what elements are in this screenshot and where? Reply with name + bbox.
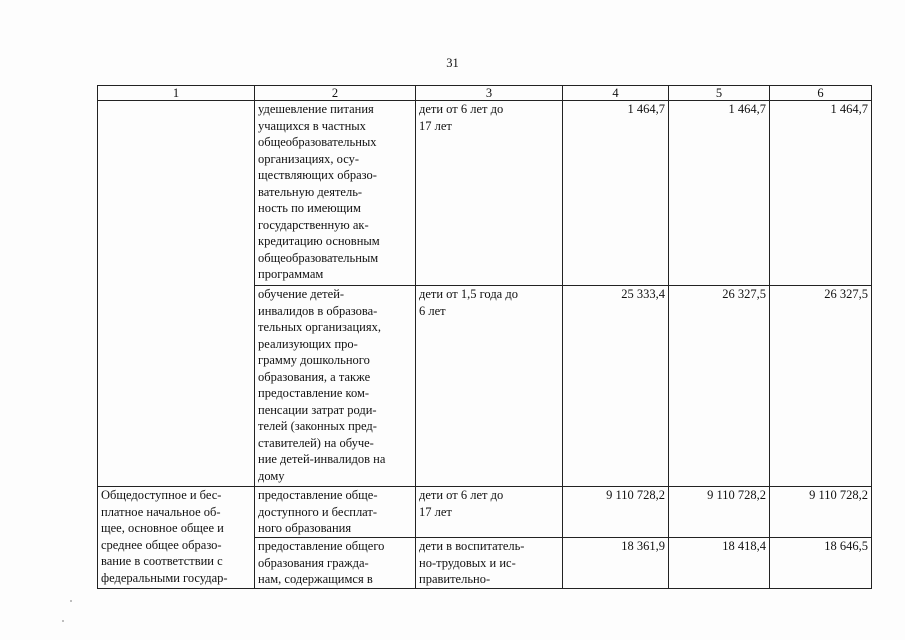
measure-description: предоставление обще- доступного и бесплат- ного образования: [255, 487, 416, 538]
column-number-row: [98, 86, 872, 101]
recipient-category: дети от 6 лет до 17 лет: [416, 487, 563, 538]
amount-col4: 18 361,9: [563, 538, 669, 589]
column-header-4: 4: [563, 86, 669, 101]
measure-description: предоставление общего образования гражда- нам, содержащимся в: [255, 538, 416, 589]
recipient-category: дети от 6 лет до 17 лет: [416, 101, 563, 286]
scan-speck: [70, 600, 72, 602]
column-header-5: 5: [669, 86, 770, 101]
recipient-category: дети в воспитатель- но-трудовых и ис- правительно-: [416, 538, 563, 589]
amount-col5: 18 418,4: [669, 538, 770, 589]
amount-col6: 1 464,7: [770, 101, 872, 286]
amount-col6: 9 110 728,2: [770, 487, 872, 538]
table-row: [98, 101, 872, 286]
amount-col4: 1 464,7: [563, 101, 669, 286]
budget-table: [97, 85, 872, 589]
recipient-category: дети от 1,5 года до 6 лет: [416, 286, 563, 487]
amount-col5: 26 327,5: [669, 286, 770, 487]
amount-col6: 26 327,5: [770, 286, 872, 487]
service-category: Общедоступное и бес- платное начальное об- щее, основное общее и среднее общее образо- вание в соответствии с федеральными государ-: [98, 487, 255, 589]
table-row: [98, 487, 872, 538]
row-category-cell: [98, 101, 255, 487]
measure-description: удешевление питания учащихся в частных общеобразовательных организациях, осу- ществляющих образо- вательную деятель- ность по имеющим государственную ак- кредитацию основным общеобразовательным программам: [255, 101, 416, 286]
amount-col6: 18 646,5: [770, 538, 872, 589]
page-number: 31: [446, 56, 459, 70]
amount-col4: 9 110 728,2: [563, 487, 669, 538]
measure-description: обучение детей- инвалидов в образова- тельных организациях, реализующих про- грамму дошкольного образования, а также предоставление ком- пенсации затрат роди- телей (законных пред- ставителей) на обуче- ние детей-инвалидов на дому: [255, 286, 416, 487]
amount-col5: 9 110 728,2: [669, 487, 770, 538]
column-header-6: 6: [770, 86, 872, 101]
scan-speck: [62, 620, 64, 622]
column-header-3: 3: [416, 86, 563, 101]
column-header-1: 1: [98, 86, 255, 101]
amount-col4: 25 333,4: [563, 286, 669, 487]
column-header-2: 2: [255, 86, 416, 101]
amount-col5: 1 464,7: [669, 101, 770, 286]
